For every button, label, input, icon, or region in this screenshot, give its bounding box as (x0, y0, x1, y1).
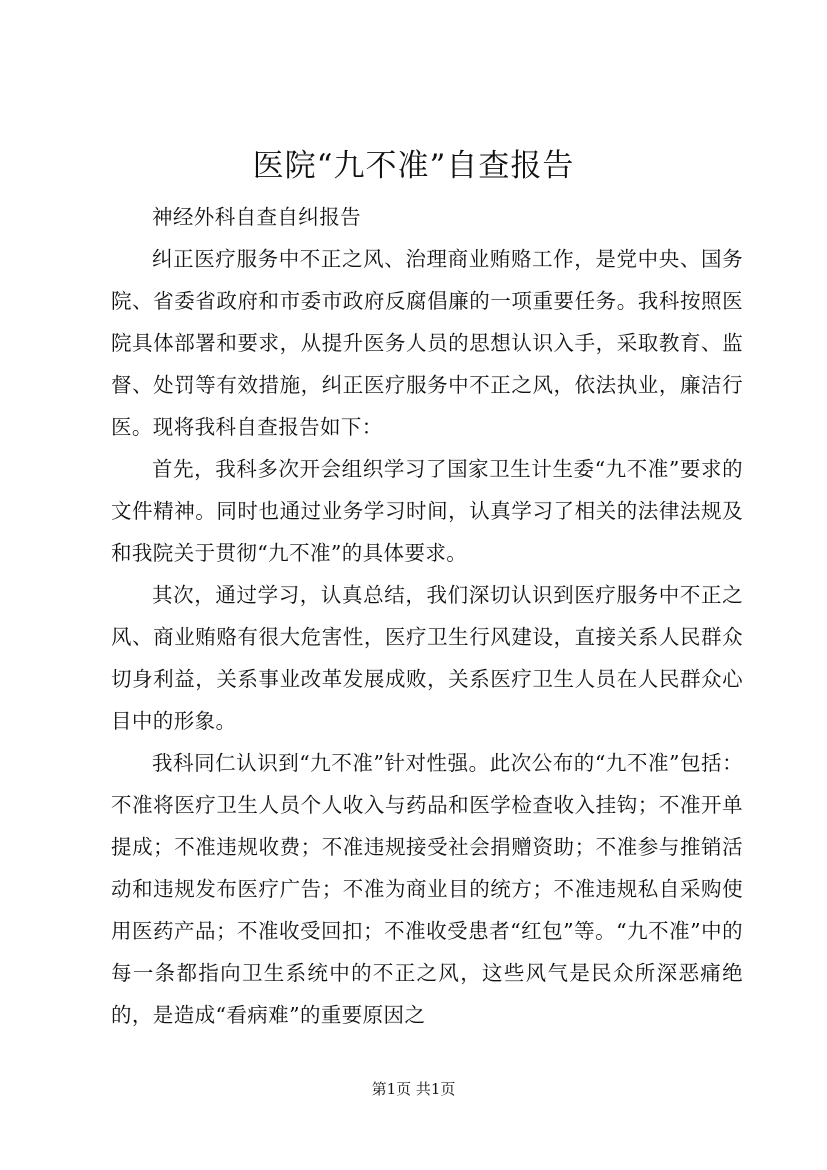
paragraph-intro: 纠正医疗服务中不正之风、治理商业贿赂工作，是党中央、国务院、省委省政府和市委市政府反腐倡廉的一项重要任务。我科按照医院具体部署和要求，从提升医务人员的思想认识入手，采取教育、监督、处罚等有效措施，纠正医疗服务中不正之风，依法执业，廉洁行医。现将我科自查报告如下： (111, 247, 743, 439)
paragraph-first: 首先，我科多次开会组织学习了国家卫生计生委“九不准”要求的文件精神。同时也通过业务学习时间，认真学习了相关的法律法规及和我院关于贯彻“九不准”的具体要求。 (111, 457, 743, 565)
document-title: 医院“九不准”自查报告 (252, 148, 575, 184)
paragraph-third: 我科同仁认识到“九不准”针对性强。此次公布的“九不准”包括：不准将医疗卫生人员个人收入与药品和医学检查收入挂钩；不准开单提成；不准违规收费；不准违规接受社会捐赠资助；不准参与推销活动和违规发布医疗广告；不准为商业目的统方；不准违规私自采购使用医药产品；不准收受回扣；不准收受患者“红包”等。“九不准”中的每一条都指向卫生系统中的不正之风，这些风气是民众所深恶痛绝的，是造成“看病难”的重要原因之 (111, 751, 743, 1027)
page-footer: 第1页 共1页 (371, 1080, 456, 1098)
document-body (111, 196, 743, 1036)
paragraph-second: 其次，通过学习，认真总结，我们深切认识到医疗服务中不正之风、商业贿赂有很大危害性，医疗卫生行风建设，直接关系人民群众切身利益，关系事业改革发展成败，关系医疗卫生人员在人民群众心目中的形象。 (111, 583, 743, 733)
paragraph-subtitle: 神经外科自查自纠报告 (152, 205, 361, 229)
